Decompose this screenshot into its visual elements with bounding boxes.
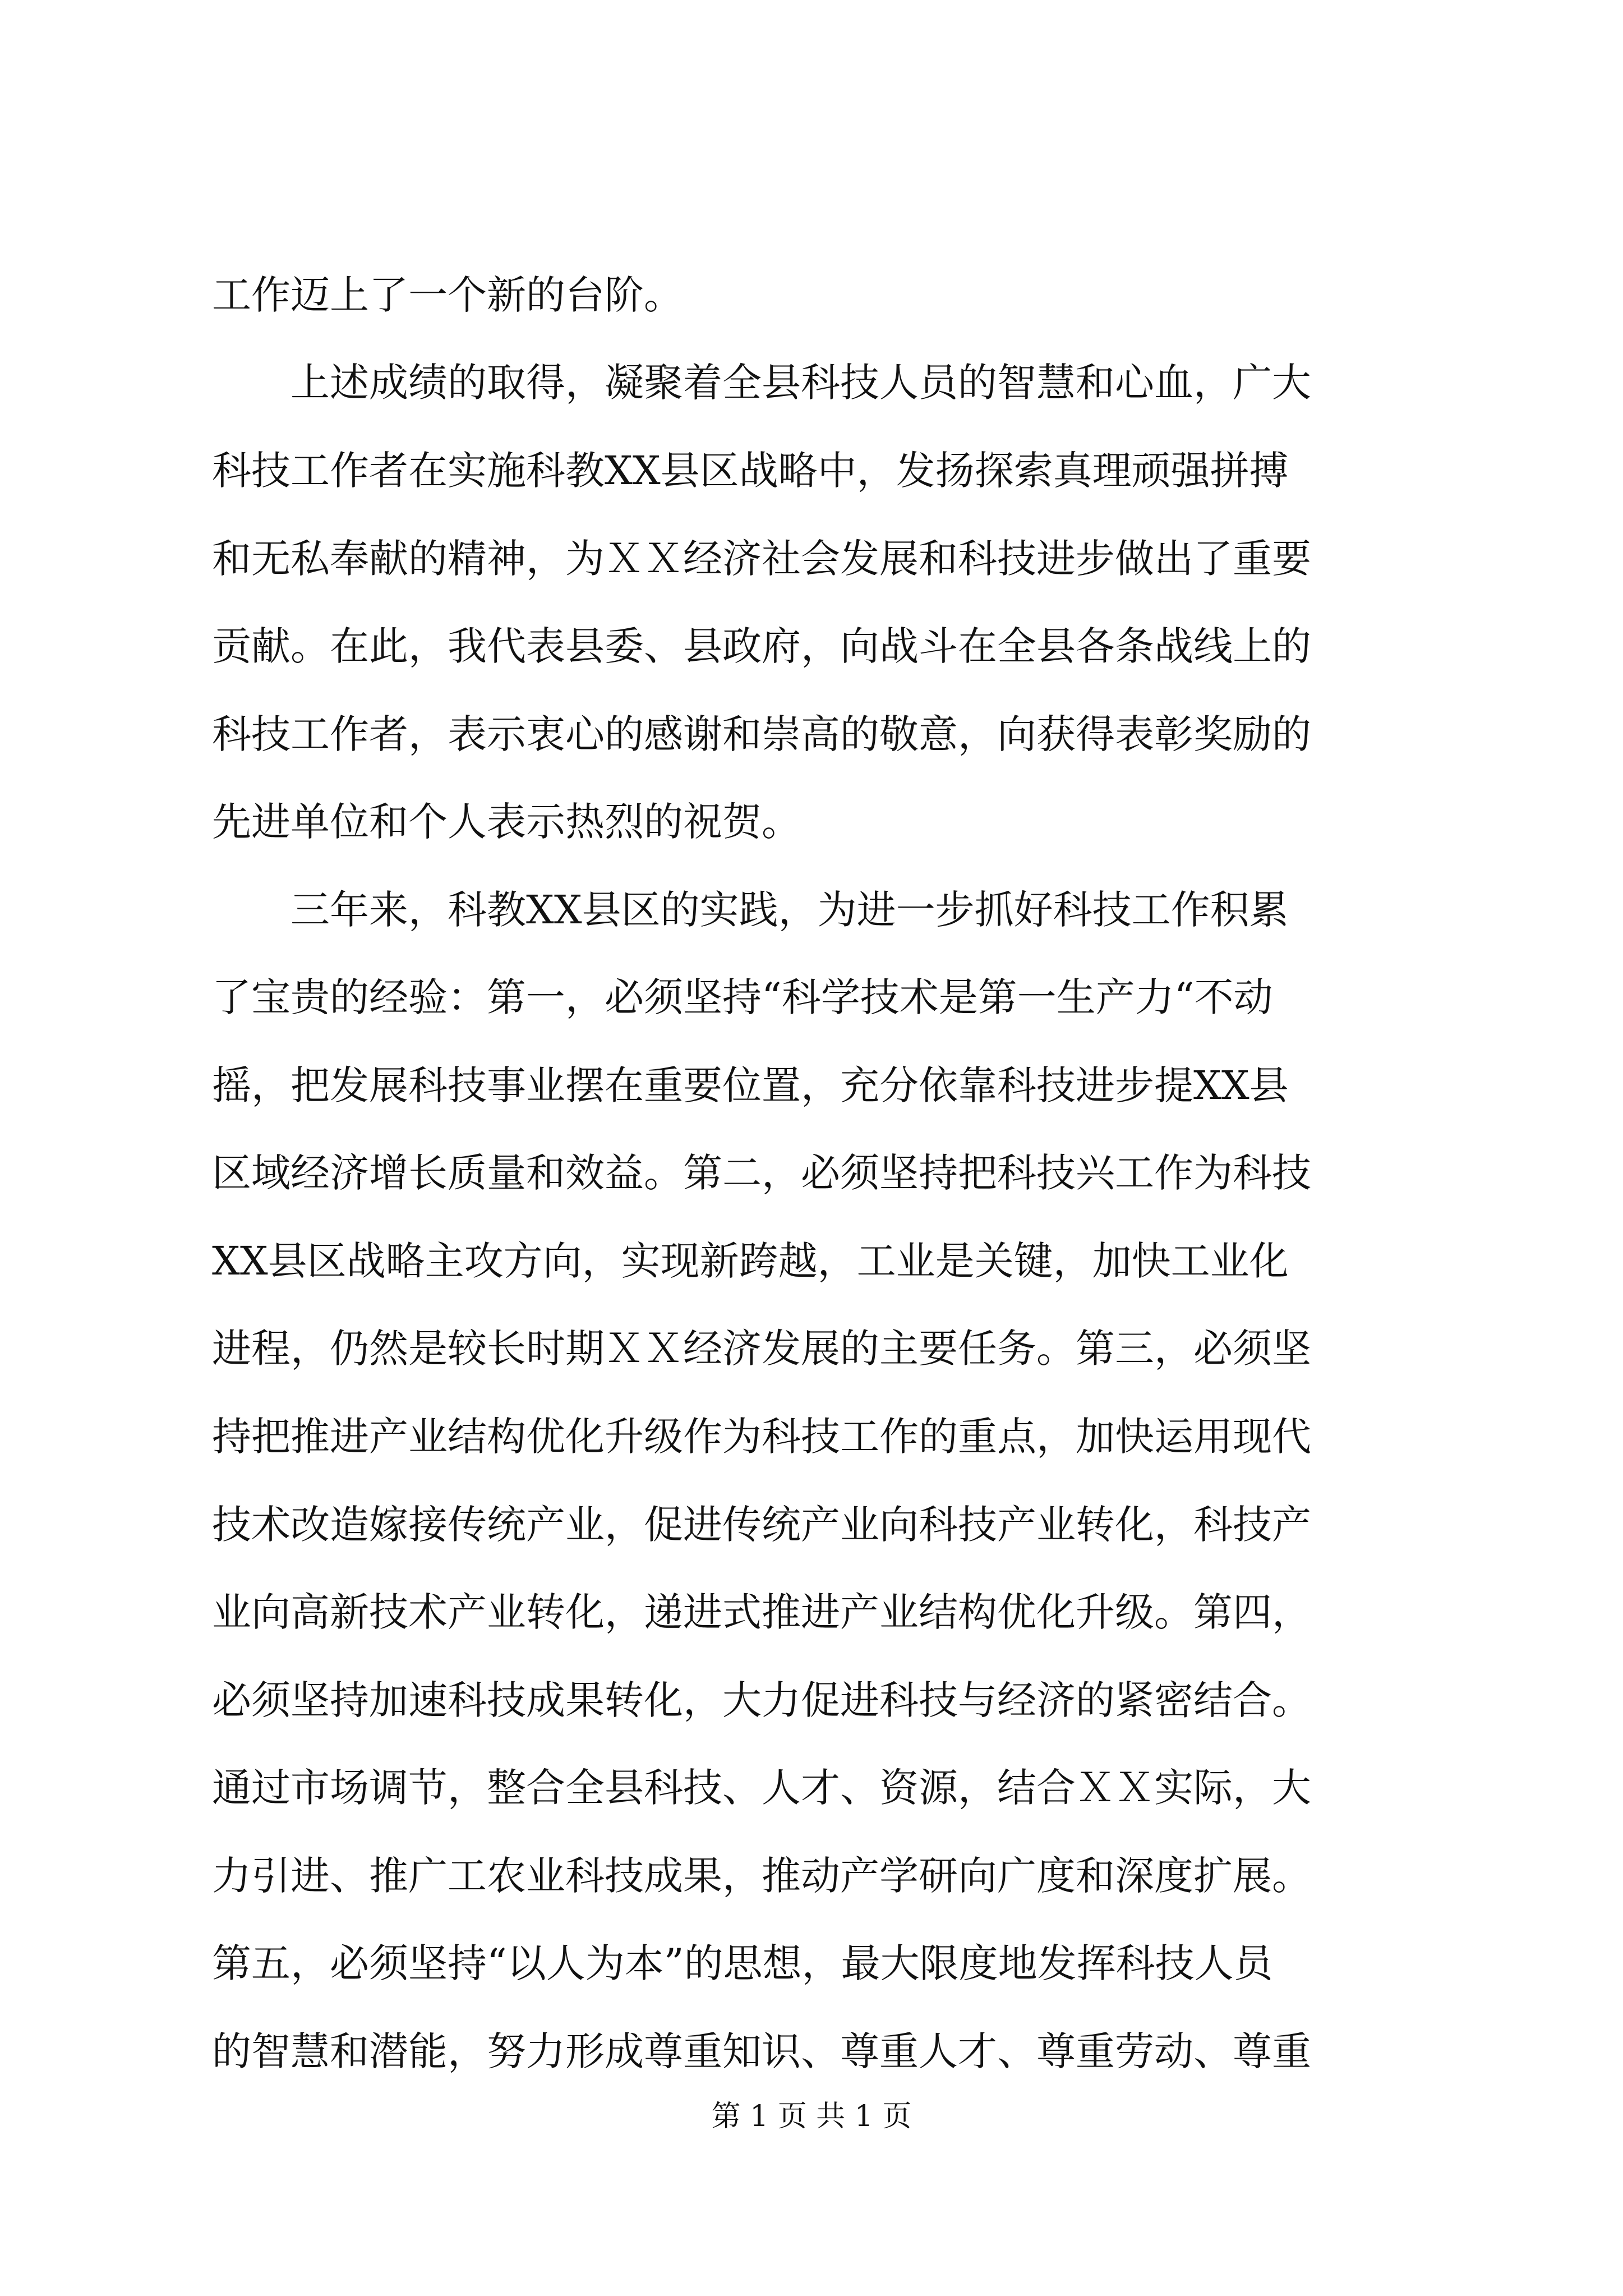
body-text-line: 先进单位和个人表示热烈的祝贺。: [212, 799, 801, 845]
body-text-line: 和无私奉献的精神，为ＸＸ经济社会发展和科技进步做出了重要: [212, 536, 1311, 582]
body-text-line: XX县区战略主攻方向，实现新跨越，工业是关键，加快工业化: [212, 1238, 1289, 1284]
body-text-line: 持把推进产业结构优化升级作为科技工作的重点，加快运用现代: [212, 1414, 1311, 1460]
body-text-line: 科技工作者，表示衷心的感谢和崇高的敬意，向获得表彰奖励的: [212, 711, 1311, 757]
body-text-line: 工作迈上了一个新的台阶。: [212, 272, 683, 318]
body-text-line: 区域经济增长质量和效益。第二，必须坚持把科技兴工作为科技: [212, 1150, 1311, 1196]
body-text-line: 进程，仍然是较长时期ＸＸ经济发展的主要任务。第三，必须坚: [212, 1326, 1311, 1372]
body-text-line: 业向高新技术产业转化，递进式推进产业结构优化升级。第四，: [212, 1589, 1311, 1635]
body-text-line: 通过市场调节，整合全县科技、人才、资源，结合ＸＸ实际，大: [212, 1765, 1311, 1811]
body-text-line: 技术改造嫁接传统产业，促进传统产业向科技产业转化，科技产: [212, 1502, 1311, 1548]
body-text-line: 第五，必须坚持“以人为本”的思想，最大限度地发挥科技人员: [212, 1940, 1273, 1986]
body-text-line: 了宝贵的经验：第一，必须坚持“科学技术是第一生产力“不动: [212, 974, 1273, 1020]
body-text-line: 必须坚持加速科技成果转化，大力促进科技与经济的紧密结合。: [212, 1677, 1311, 1723]
body-text-line: 上述成绩的取得，凝聚着全县科技人员的智慧和心血，广大: [212, 360, 1311, 406]
body-text-line: 力引进、推广工农业科技成果，推动产学研向广度和深度扩展。: [212, 1853, 1311, 1899]
body-text-line: 的智慧和潜能，努力形成尊重知识、尊重人才、尊重劳动、尊重: [212, 2028, 1311, 2074]
body-text-line: 贡献。在此，我代表县委、县政府，向战斗在全县各条战线上的: [212, 623, 1311, 669]
page-number-footer: 第 1 页 共 1 页: [711, 2100, 912, 2133]
body-text-line: 摇，把发展科技事业摆在重要位置，充分依靠科技进步提XX县: [212, 1062, 1289, 1108]
body-text-line: 三年来，科教XX县区的实践，为进一步抓好科技工作积累: [212, 887, 1289, 933]
body-text-line: 科技工作者在实施科教XX县区战略中，发扬探索真理顽强拼搏: [212, 448, 1289, 494]
